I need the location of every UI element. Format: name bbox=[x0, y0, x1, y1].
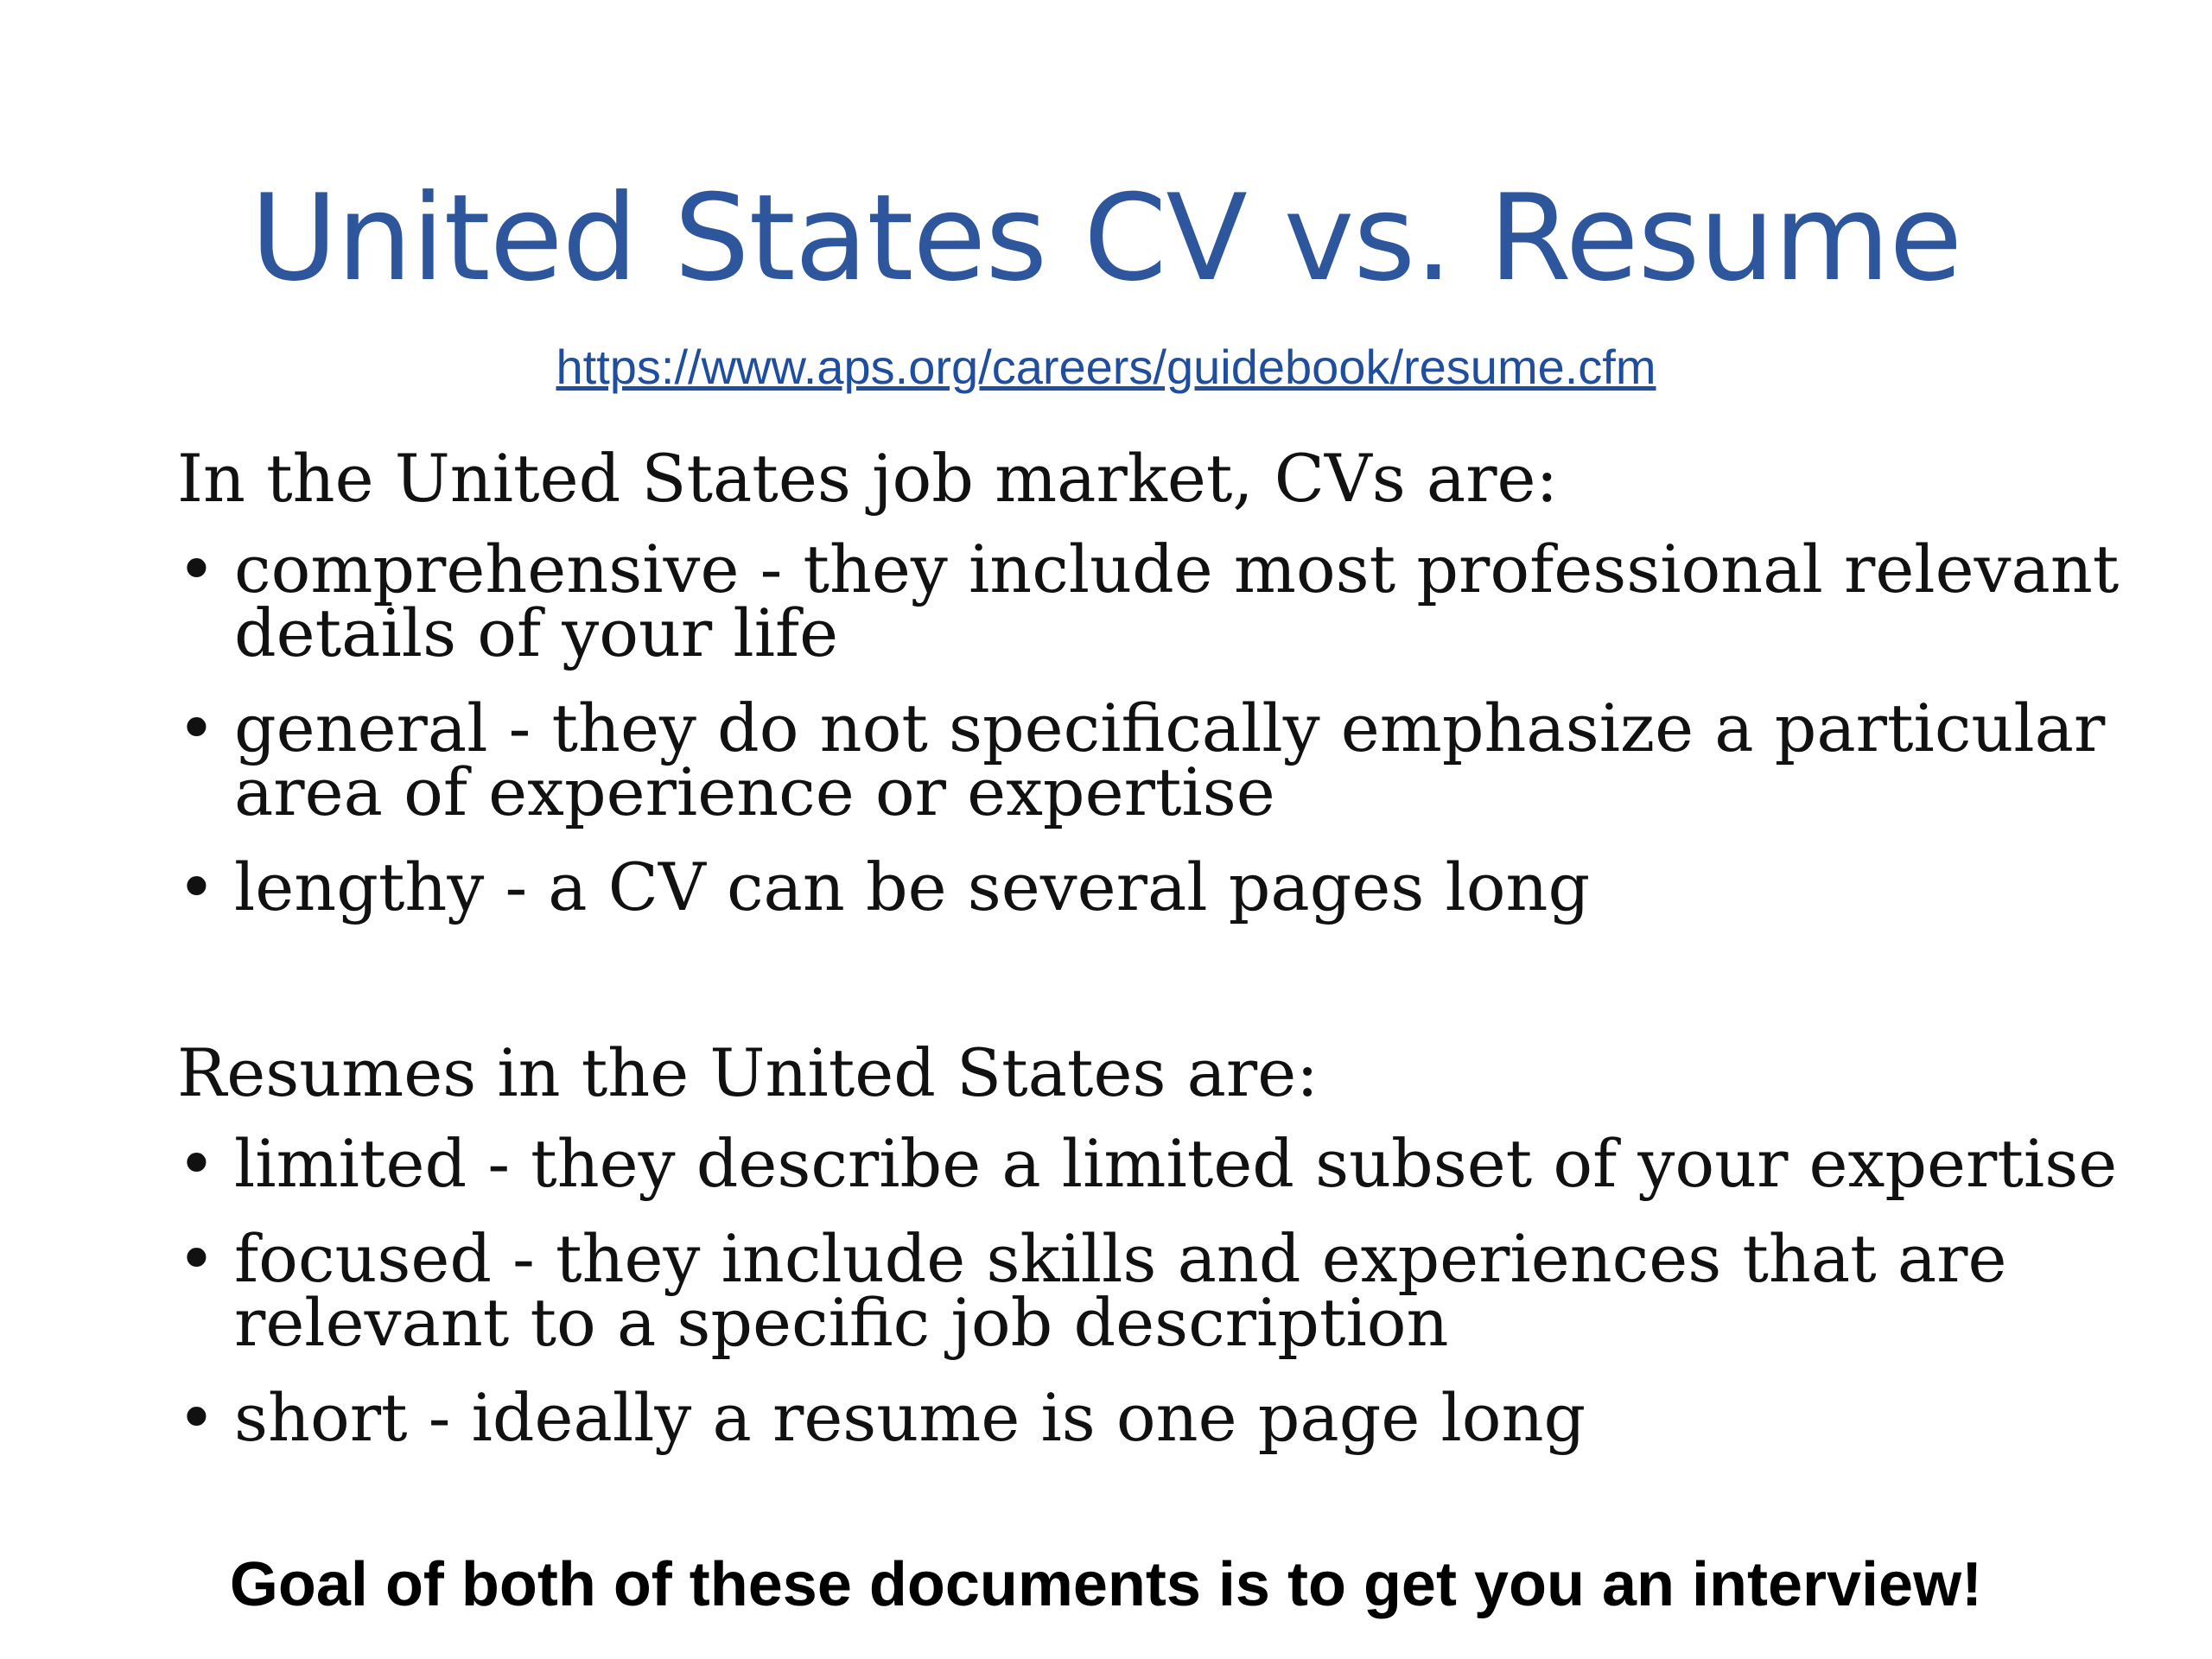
cv-bullet-item bbox=[177, 690, 2147, 830]
slide-title: United States CV vs. Resume bbox=[250, 168, 1962, 308]
goal-statement: Goal of both of these documents is to get you an interview! bbox=[229, 1550, 1983, 1619]
resume-bullet-item bbox=[177, 1379, 2147, 1456]
cv-bullet-item bbox=[177, 849, 2147, 925]
cv-bullet-text: lengthy - a CV can be several pages long bbox=[234, 849, 1591, 925]
bullet-icon: • bbox=[177, 1379, 216, 1456]
bullet-icon: • bbox=[177, 690, 216, 766]
cv-bullet-list bbox=[177, 531, 2147, 950]
cv-bullet-text: general - they do not specifically emphasize a particular area of experience or expertise bbox=[234, 690, 2106, 830]
resume-bullet-text: limited - they describe a limited subset of your expertise bbox=[234, 1125, 2118, 1202]
resume-bullet-list bbox=[177, 1125, 2147, 1481]
resume-bullet-text: focused - they include skills and experiences that are relevant to a specific job description bbox=[234, 1220, 2007, 1361]
bullet-icon: • bbox=[177, 531, 216, 607]
bullet-icon: • bbox=[177, 849, 216, 925]
reference-link[interactable]: https://www.aps.org/careers/guidebook/resume.cfm bbox=[556, 340, 1656, 394]
cv-bullet-text: comprehensive - they include most professional relevant details of your life bbox=[234, 531, 2120, 671]
bullet-icon: • bbox=[177, 1125, 216, 1202]
resume-bullet-text: short - ideally a resume is one page long bbox=[234, 1379, 1586, 1456]
bullet-icon: • bbox=[177, 1220, 216, 1297]
resume-bullet-item bbox=[177, 1125, 2147, 1202]
resume-intro: Resumes in the United States are: bbox=[177, 1034, 1319, 1111]
cv-bullet-item bbox=[177, 531, 2147, 671]
cv-intro: In the United States job market, CVs are: bbox=[177, 440, 1559, 517]
resume-bullet-item bbox=[177, 1220, 2147, 1361]
